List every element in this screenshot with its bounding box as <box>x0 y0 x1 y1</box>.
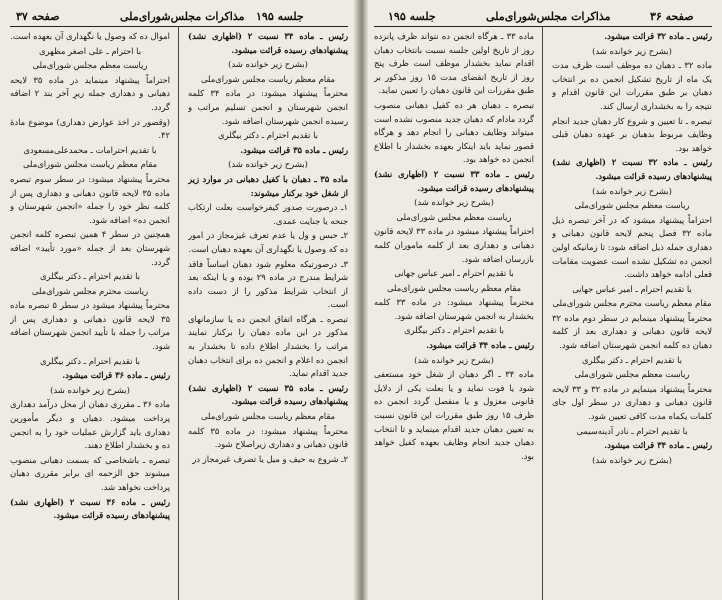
running-title: مذاکرات مجلس‌شورای‌ملی <box>120 10 245 23</box>
paragraph: محترماً پیشنهاد میشود: در ماده ۳۴ کلمه انجمن شهرستان و انجمن تسلیم مراتب و رسیده انجمن شهرستان اضافه شود. <box>188 88 348 126</box>
paragraph: با تقدیم احترام ـ نادر آدینه‌سیمی <box>576 425 688 436</box>
column-left <box>10 30 170 600</box>
paragraph: (بشرح زیر خوانده شد) <box>592 454 672 465</box>
right-page <box>364 0 722 600</box>
paragraph: ریاست معظم مجلس شورای‌ملی <box>574 369 690 380</box>
paragraph: محترماً پیشنهاد میشود در سطر ۵ تبصره ماده ۳۵ لایحه قانون دهبانی و دهداری پس از مراتب را جمله با تأیید انجمن شهرستان اضافه شود. <box>10 300 170 352</box>
page-number: صفحه ۳۷ <box>16 10 60 23</box>
paragraph: (بشرح زیر خوانده شد) <box>414 197 494 208</box>
right-page-columns <box>374 30 712 600</box>
paragraph: ۲ـ شروع به حیف و میل یا تصرف غیرمجاز در <box>192 453 348 464</box>
paragraph: با تقدیم احترامات‌ ـ محمدعلی‌مسعودی <box>23 144 157 155</box>
column-right <box>552 30 712 600</box>
session-number: جلسه ۱۹۵ <box>256 10 304 23</box>
paragraph: رئیس ـ ماده ۳۲ نسبت ۲ (اظهاری نشد) پیشنهادهای رسیده قرائت میشود. <box>552 157 712 181</box>
paragraph: رئیس ـ ماده ۳۴ نسبت ۲ (اظهاری نشد) پیشنهادهای رسیده قرائت میشود. <box>188 31 348 55</box>
left-page-columns <box>10 30 348 600</box>
paragraph: رئیس ـ ماده ۳۶ نسبت ۲ (اظهاری نشد) پیشنهادهای رسیده قرائت میشود. <box>10 496 170 521</box>
paragraph: با تقدیم احترام ـ دکتر بیگلری <box>40 271 140 282</box>
paragraph: (وقصور در اخذ عوارض دهداری) موضوع مادهٔ ۴۲. <box>10 116 170 141</box>
paragraph: ۱ـ درصورت صدور کیفرخواست بعلت ارتکاب جنحه یا جنایت عمدی. <box>188 202 348 226</box>
paragraph: محترماً پیشنهاد میشود: در سطر سوم تبصره ماده ۳۵ لایحه قانون دهبانی و دهداری پس از کلمه نظر خود را جمله «انجمن شهرستان و انجمن ده» اضافه شود. <box>10 173 170 225</box>
paragraph: رئیس ـ ماده ۳۶ قرائت میشود. <box>62 370 170 381</box>
paragraph: ۳ـ درصورتیکه معلوم شود دهبان اساساً فاقد شرایط مندرج در ماده ۲۹ بوده و یا اینکه بعد از انتخاب شرایط مذکور را از دست داده است. <box>188 258 348 310</box>
paragraph: مقام معظم ریاست مجلس شورای‌ملی <box>200 411 336 422</box>
column-right <box>188 30 348 600</box>
paragraph: رئیس ـ ماده ۳۵ قرائت میشود. <box>240 144 348 155</box>
paragraph: (بشرح زیر خوانده شد) <box>592 185 672 196</box>
paragraph: اموال ده که وصول یا نگهداری آن بعهده است. <box>10 31 170 41</box>
column-divider <box>178 26 179 600</box>
session-number: جلسه ۱۹۵ <box>388 10 436 23</box>
paragraph: مقام معظم ریاست محترم مجلس شورای‌ملی <box>552 298 712 309</box>
paragraph: با تقدیم احترام ـ دکتر بیگلری <box>40 355 140 366</box>
paragraph: محترماً پیشنهاد مینمایم در ماده ۳۲ و ۳۳ لایحه قانون دهبانی و دهداری در سطر اول جای کلمات یکماه مدت کافی تعیین شود. <box>552 383 712 422</box>
paragraph: تبصره ـ دهبان هر ده کفیل دهبانی منصوب گردد مادام که دهبان جدید منصوب نشده است میتواند وظایف دهبانی را انجام دهد و هرگاه قصور نماید باید اینکار بعهده بخشدار با اطلاع انجمن ده خواهد بود. <box>374 99 534 165</box>
paragraph: با تقدیم احترام ـ دکتر بیگلری <box>582 354 682 365</box>
paragraph: با تقدیم احترام ـ دکتر بیگلری <box>218 130 318 141</box>
paragraph: احتراماً پیشنهاد میشود در ماده ۳۳ لایحه قانون دهبانی و دهداری بعد از کلمه ماموران کلمه بازرسان اضافه شود. <box>374 226 534 264</box>
paragraph: تبصره ـ هرگاه اتفاق انجمن ده یا سازمانهای مذکور در این ماده دهبان را برکنار نمایند مراتب را بخشدار اطلاع داده تا بخشدار به انجمن ده اعلام و انجمن ده برای انتخاب دهبان جدید اقدام نماید. <box>188 313 348 379</box>
paragraph: ریاست معظم مجلس شورای‌ملی <box>32 60 148 71</box>
paragraph: ماده ۳۶ ـ مقرری دهبان از محل درآمد دهداری پرداخت میشود. دهبان و دیگر مأمورین دهداری باید گزارش عملیات خود را به انجمن ده و بخشدار اطلاع دهند. <box>10 399 170 451</box>
left-page <box>0 0 358 600</box>
running-title: مذاکرات مجلس‌شورای‌ملی <box>486 10 611 23</box>
paragraph: (بشرح زیر خوانده شد) <box>414 354 494 365</box>
paragraph: مقام معظم ریاست مجلس شورای‌ملی <box>386 282 522 293</box>
page-number: صفحه ۳۶ <box>650 10 694 23</box>
paragraph: (بشرح زیر خوانده شد) <box>50 384 130 395</box>
paragraph: محترماً پیشنهاد میشود: در ماده ۳۳ کلمه بخشدار به انجمن شهرستان اضافه شود. <box>374 297 534 321</box>
paragraph: ماده ۳۳ ـ هرگاه انجمن ده نتواند ظرف پانزده روز از تاریخ اولین جلسه نسبت بانتخاب دهبان اقدام نماید بخشدار موظف است ظرف پنج روز از تاریخ انقضای مدت ۱۵ روز مذکور بر طبق مقررات این قانون دهبان را تعیین نماید. <box>374 31 534 96</box>
paragraph: تبصره ـ تا تعیین و شروع کار دهبان جدید انجام وظایف مربوط بدهبان بر عهده دهبان قبلی خواهد بود. <box>552 115 712 153</box>
paragraph: ماده ۳۲ ـ دهبان ده موظف است ظرف مدت یک ماه از تاریخ تشکیل انجمن ده بر انتخاب دهبان بر طبق مقررات این قانون اقدام و نتیجه را به بخشداری ارسال کند. <box>552 60 712 111</box>
paragraph: مقام معظم ریاست مجلس شورای‌ملی <box>22 159 158 170</box>
paragraph: محترماً پیشنهاد مینمایم در سطر دوم ماده ۳۲ لایحه قانون دهبانی و دهداری بعد از کلمه دهبان ده کلمه انجمن شهرستان اضافه شود. <box>552 312 712 351</box>
paragraph: ماده ۳۴ ـ اگر دهبان از شغل خود مستعفی شود یا فوت نماید و یا بعلت یکی از دلایل قانونی معزول و یا منفصل گردد انجمن ده ظرف ۱۵ روز طبق مقررات این قانون نسبت به تعیین دهبان جدید اقدام مینماید و تا انتخاب دهبان جدید انجام وظایف بعهده کفیل خواهد بود. <box>374 369 534 461</box>
paragraph: ریاست معظم مجلس شورای‌ملی <box>574 200 690 211</box>
paragraph: همچنین در سطر ۴ همین تبصره کلمه انجمن شهرستان بعد از جمله «مورد تأیید» اضافه گردد. <box>10 229 170 267</box>
paragraph: (بشرح زیر خوانده شد) <box>228 59 308 70</box>
paragraph: با تقدیم احترام ـ دکتر بیگلری <box>404 325 504 336</box>
paragraph: احتراماً پیشنهاد میشود که در آخر تبصره ذیل ماده ۳۲ فصل پنجم لایحه قانون دهبانی و دهداری جمله ذیل اضافه شود: تا زمانیکه اولین انجمن ده تشکیل نشده است عضویت مقامات فعلی ادامه خواهد داشت. <box>552 214 712 280</box>
paragraph: ریاست محترم مجلس شورای‌ملی <box>31 285 149 296</box>
paragraph: رئیس ـ ماده ۳۴ قرائت میشود. <box>604 440 712 451</box>
paragraph: محترماً پیشنهاد میشود: در ماده ۳۵ کلمه قانون دهبانی و دهداری زیراصلاح شود. <box>188 425 348 450</box>
paragraph: (بشرح زیر خوانده شد) <box>228 159 308 170</box>
paragraph: مقام معظم ریاست مجلس شورای‌ملی <box>200 73 336 84</box>
left-page-header <box>10 6 348 27</box>
paragraph: رئیس ـ ماده ۳۵ نسبت ۲ (اظهاری نشد) پیشنهادهای رسیده قرائت میشود. <box>188 382 348 407</box>
paragraph: با تقدیم احترام ـ امیر عباس جهانی <box>394 268 514 279</box>
paragraph: با تقدیم احترام ـ امیر عباس جهانی <box>572 283 692 294</box>
paragraph: رئیس ـ ماده ۳۴ قرائت میشود. <box>426 340 534 351</box>
paragraph: ۲ـ حبس و ول یا عدم تعرف غیرمجاز در امور ده که وصول یا نگهداری آن بعهده دهبان است. <box>188 230 348 254</box>
paragraph: رئیس ـ ماده ۳۳ نسبت ۲ (اظهاری نشد) پیشنهادهای رسیده قرائت میشود. <box>374 168 534 193</box>
paragraph: رئیس ـ ماده ۳۲ قرائت میشود. <box>604 31 712 41</box>
column-left <box>374 30 534 600</box>
paragraph: احتراماً پیشنهاد مینماید در ماده ۳۵ لایحه دهبانی و دهداری جمله زیرِ آخر بند ۲ اضافه گردد. <box>10 74 170 112</box>
paragraph: با احترام ـ علی اصغر مظهری <box>38 45 142 56</box>
column-divider <box>542 26 543 600</box>
right-page-header <box>374 6 712 27</box>
paragraph: ریاست معظم مجلس شورای‌ملی <box>396 211 512 222</box>
paragraph: تبصره ـ باشخاصی که بسمت دهبانی منصوب میشوند حق الزحمه ای برابر مقرری دهبان پرداخت نخواهد شد. <box>10 454 170 492</box>
paragraph: ماده ۳۵ ـ دهبان با کفیل دهبانی در موارد زیر از شغل خود برکنار میشوند: <box>188 173 348 198</box>
paragraph: (بشرح زیر خوانده شد) <box>592 45 672 56</box>
